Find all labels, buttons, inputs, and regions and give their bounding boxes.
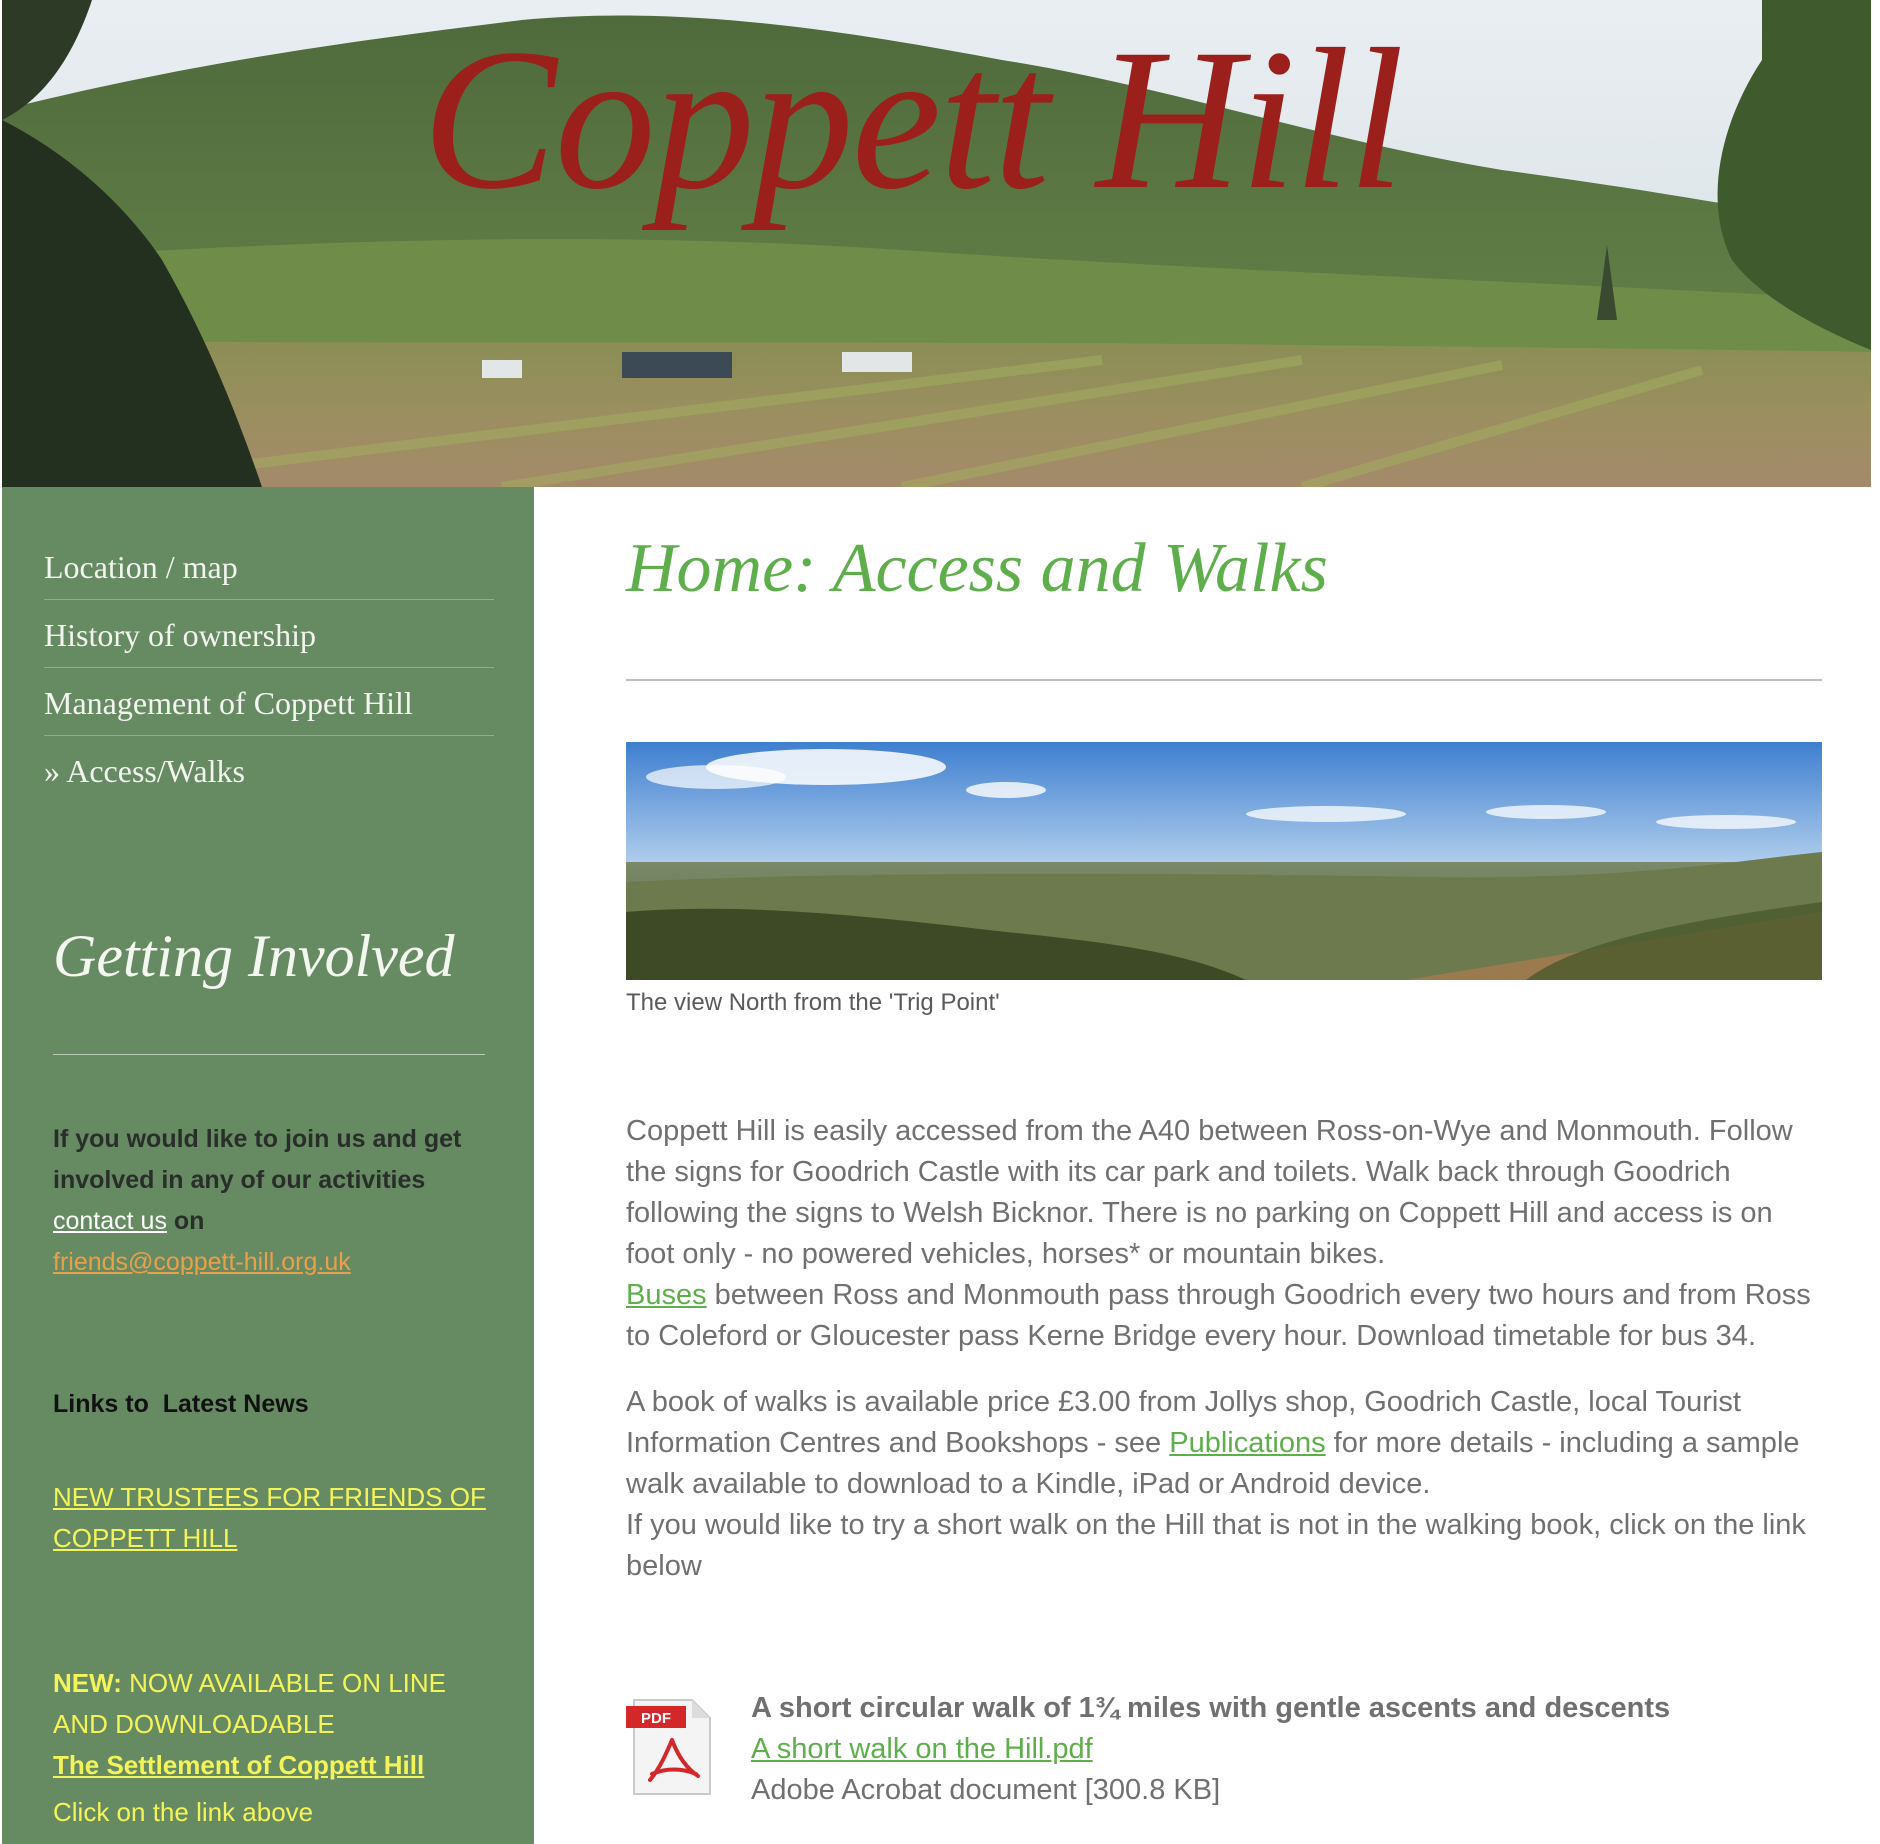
book-text-cont: for more details - including a sample walk available to download to a Kindle, iPad or Android device. bbox=[626, 1427, 1800, 1500]
page-title: Home: Access and Walks bbox=[626, 530, 1328, 607]
access-paragraph bbox=[626, 1111, 1826, 1357]
nav-item-access-walks[interactable]: » Access/Walks bbox=[44, 753, 245, 789]
sidebar-divider bbox=[53, 1054, 485, 1055]
join-text bbox=[53, 1119, 483, 1283]
new-text: NOW AVAILABLE ON LINE AND DOWNLOADABLE bbox=[53, 1668, 446, 1739]
buses-text: between Ross and Monmouth pass through Goodrich every two hours and from Ross to Coleford or Gloucester pass Kerne Bridge every hour. Download timetable for bus 34. bbox=[626, 1279, 1811, 1352]
email-link[interactable]: friends@coppett-hill.org.uk bbox=[53, 1248, 351, 1276]
download-title: A short circular walk of 1¾ miles with gentle ascents and descents bbox=[751, 1692, 1671, 1724]
new-publication-note bbox=[53, 1663, 493, 1745]
access-text: Coppett Hill is easily accessed from the A40 between Ross-on-Wye and Monmouth. Follow the signs for Goodrich Castle with its car park and toilets. Walk back through Goodrich following the signs to Welsh Bicknor. There is no parking on Coppett Hill and access is on foot only - no powered vehicles, horses* or mountain bikes. bbox=[626, 1115, 1793, 1270]
short-walk-pdf-link[interactable]: A short walk on the Hill.pdf bbox=[751, 1733, 1093, 1765]
book-paragraph bbox=[626, 1382, 1826, 1587]
nav-item-management[interactable]: Management of Coppett Hill bbox=[44, 668, 494, 736]
sidebar bbox=[2, 487, 534, 1844]
settlement-link[interactable]: The Settlement of Coppett Hill bbox=[53, 1750, 425, 1780]
pdf-label: PDF bbox=[641, 1710, 671, 1727]
site-title: Coppett Hill bbox=[422, 7, 1403, 231]
image-caption: The view North from the 'Trig Point' bbox=[626, 989, 1000, 1016]
join-text-intro: If you would like to join us and get involved in any of our activities bbox=[53, 1125, 462, 1194]
main-body bbox=[626, 1111, 1826, 1612]
getting-involved-heading: Getting Involved bbox=[53, 923, 455, 989]
join-text-on: on bbox=[166, 1207, 205, 1235]
short-walk-text: If you would like to try a short walk on the Hill that is not in the walking book, click on the link below bbox=[626, 1509, 1806, 1582]
download-meta: Adobe Acrobat document [300.8 KB] bbox=[751, 1774, 1221, 1806]
new-trustees-link[interactable]: NEW TRUSTEES FOR FRIENDS OF COPPETT HILL bbox=[53, 1482, 486, 1553]
header-banner bbox=[2, 0, 1871, 487]
new-label: NEW: bbox=[53, 1668, 122, 1698]
panorama-image bbox=[626, 742, 1822, 980]
book-text: A book of walks is available price £3.00 from Jollys shop, Goodrich Castle, local Tourist Information Centres and Bookshops - see bbox=[626, 1386, 1741, 1459]
nav-item-history-of-ownership[interactable]: History of ownership bbox=[44, 600, 494, 668]
pdf-file-icon[interactable] bbox=[626, 1694, 718, 1800]
latest-news-heading: Links to Latest News bbox=[53, 1390, 309, 1418]
nav-item-location-map[interactable]: Location / map bbox=[44, 532, 494, 600]
publications-link[interactable]: Publications bbox=[1169, 1427, 1326, 1459]
panorama-view-north bbox=[626, 742, 1822, 980]
click-note: Click on the link above bbox=[53, 1797, 314, 1827]
sidebar-nav bbox=[44, 532, 494, 804]
title-divider bbox=[626, 679, 1822, 681]
pdf-download bbox=[626, 1692, 1836, 1812]
contact-us-link[interactable]: contact us bbox=[53, 1207, 167, 1235]
buses-link[interactable]: Buses bbox=[626, 1279, 707, 1311]
